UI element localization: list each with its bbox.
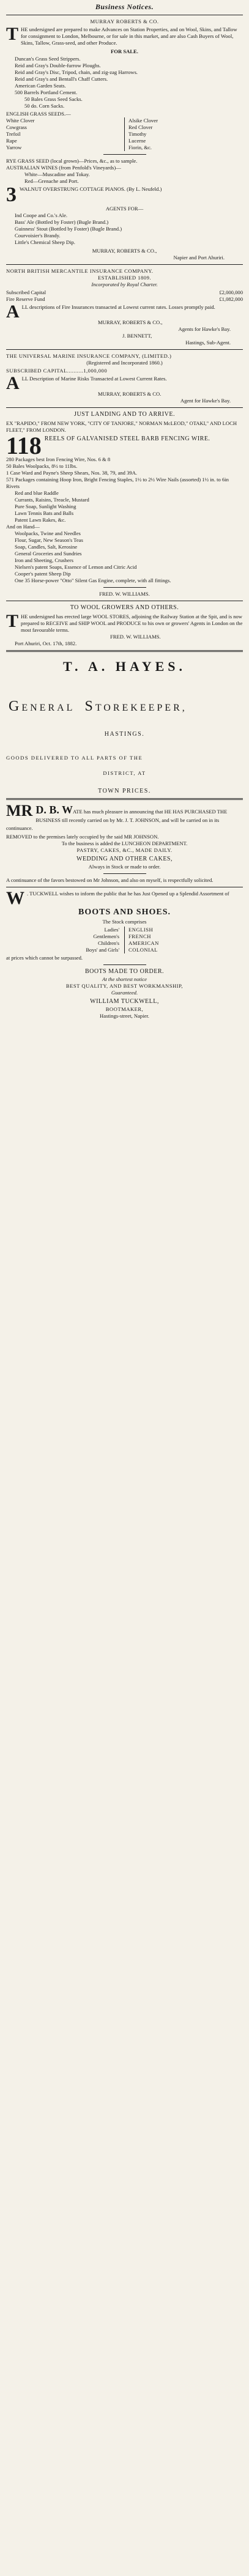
stock-item: Ladies': [104, 927, 119, 933]
wedding-line: WEDDING AND OTHER CAKES,: [76, 855, 173, 862]
wine-item: Red—Grenache and Port.: [24, 178, 79, 185]
spacer: [6, 719, 243, 731]
signature: MURRAY, ROBERTS & CO.,: [92, 248, 157, 254]
agent-item: Courvoisier's Brandy.: [15, 232, 61, 239]
grass-item: Trefoil: [6, 131, 21, 138]
divider: [6, 349, 243, 350]
notice-line: At the shortest notice: [102, 976, 147, 983]
import-item: Red and blue Raddle: [15, 490, 59, 497]
grass-right-col: [125, 117, 243, 151]
guaranteed-line: Guaranteed.: [111, 990, 138, 996]
stock-item: ENGLISH: [128, 927, 154, 933]
insurance-text: LL descriptions of Fire Insurances transacted at Lowest current rates. Losses promptly paid.: [21, 304, 215, 311]
divider: [103, 964, 146, 965]
wool-paragraph: [6, 610, 243, 634]
capital-table: [6, 289, 243, 303]
mr-prefix: MR: [6, 802, 33, 820]
marine-text: LL Description of Marine Risks Transacted at Lowest Current Rates.: [21, 376, 167, 382]
initials: D. B. W: [35, 804, 73, 816]
wool-text: HE undersigned has erected large WOOL STORES, adjoining the Railway Station at the Spit, and is now prepared to RECEIVE and SHIP WOOL and PRODUCE to his own or growers' Agents in London on the most favourable terms.: [21, 613, 243, 633]
signature-date: Port Ahuriri, Oct. 17th, 1882.: [15, 640, 77, 646]
signature: J. BENNETT,: [122, 333, 152, 339]
wate-advert: [6, 803, 243, 883]
signature-place: Agents for Hawke's Bay.: [178, 326, 231, 333]
import-item: 50 Bales Woolpacks, 8½ to 11lbs.: [6, 463, 78, 470]
grass-item: Red Clover: [128, 124, 153, 131]
town-name: HASTINGS.: [104, 730, 145, 738]
williams-import-advert: [6, 411, 243, 598]
initial-g: G: [9, 698, 22, 715]
spacer: [6, 678, 243, 690]
firm-name: MURRAY ROBERTS & CO.: [90, 18, 159, 25]
import-item: Cooper's patent Sheep Dip: [15, 571, 71, 577]
drop-cap: T: [6, 24, 19, 45]
import-item: Lawn Tennis Bats and Balls: [15, 510, 74, 517]
capital-line: SUBSCRIBED CAPITAL..........1,000,000: [6, 368, 108, 374]
drop-cap: T: [6, 610, 19, 631]
agents-heading: AGENTS FOR—: [105, 205, 144, 212]
stock-heading: The Stock comprises: [102, 919, 147, 925]
bootmaker-title: BOOTMAKER,: [105, 1006, 144, 1013]
luncheon-line: To the business is added the LUNCHEON DEPARTMENT.: [61, 840, 188, 846]
divider: [103, 873, 146, 874]
import-item: Flour, Sugar, New Season's Teas: [15, 537, 83, 544]
initial-s: S: [84, 698, 95, 715]
wines-heading: AUSTRALIAN WINES (from Penfold's Vineyards)—: [6, 165, 121, 171]
import-item: Iron and Sheeting, Crushers: [15, 557, 73, 564]
grass-item: Fiorin, &c.: [128, 144, 152, 151]
import-item: Pure Soap, Sunlight Washing: [15, 503, 76, 510]
stock-item: FRENCH: [128, 933, 151, 940]
registered-line: (Registered and Incorporated 1860.): [86, 360, 163, 366]
wine-item: White—Muscadine and Tokay.: [24, 171, 90, 178]
pianos-number: 3: [6, 183, 17, 207]
import-item: Patent Lawn Rakes, &c.: [15, 517, 66, 524]
boots-heading: BOOTS AND SHOES.: [78, 907, 171, 917]
on-hand-heading: And on Hand—: [6, 524, 40, 530]
signature-place: Napier and Port Ahuriri.: [173, 254, 225, 261]
divider: [6, 264, 243, 265]
import-item: Nielsen's patent Soaps, Essence of Lemon and Citric Acid: [15, 564, 137, 571]
signature: FRED. W. WILLIAMS.: [110, 633, 161, 640]
spacer: [6, 761, 243, 770]
grass-item: Timothy: [128, 131, 147, 138]
pianos-text: WALNUT OVERSTRUNG COTTAGE PIANOS. (By L. Neufeld.): [20, 186, 162, 193]
signature-place: Hastings, Sub-Agent.: [185, 339, 231, 346]
general-word: ENERAL: [21, 703, 75, 714]
rye-grass-line: RYE GRASS SEED (local grown)—Prices, &c., as to sample.: [6, 158, 138, 165]
drop-cap: A: [6, 302, 20, 322]
continuance-line: A continuance of the favors bestowed on Mr Johnson, and also on myself, is respectfully solicited.: [6, 876, 214, 883]
advances-paragraph: [6, 26, 243, 46]
import-item: 280 Packages best Iron Fencing Wire, Nos. 6 & 8: [6, 456, 111, 463]
reels-text: REELS OF GALVANISED STEEL BARB FENCING WIRE.: [44, 435, 210, 443]
hayes-advert: [6, 658, 243, 795]
sale-item: American Garden Seats.: [15, 83, 66, 89]
divider: [6, 407, 243, 408]
stock-left-col: [6, 927, 125, 953]
sale-item: 50 Bales Grass Seed Sacks.: [24, 96, 83, 103]
grass-item: Lucerne: [128, 138, 146, 144]
signature-place: Agent for Hawke's Bay.: [180, 398, 231, 404]
universal-marine-advert: [6, 353, 243, 404]
announcement-text: ATE has much pleasure in announcing that HE HAS PURCHASED THE BUSINESS till recently carried on by Mr. J. T. JOHNSON, and will be carried on in its continuance.: [6, 809, 228, 831]
grass-seeds-table: [6, 117, 243, 151]
ships-line: EX "RAPIDO," FROM NEW YORK, "CITY OF TANJORE," NORMAN McLEOD," OTAKI," AND LOCH FLEET," FROM LONDON.: [6, 420, 237, 434]
removed-line: REMOVED to the premises lately occupied by the said MR JOHNSON.: [6, 833, 159, 840]
stock-table: [6, 927, 243, 953]
sale-item: Duncan's Grass Seed Strippers.: [15, 56, 81, 62]
sale-item: 500 Barrels Portland Cement.: [15, 89, 78, 96]
divider: [6, 650, 243, 652]
stock-item: COLONIAL: [128, 947, 158, 953]
storekeeper-heading: [6, 697, 243, 716]
for-sale-heading: FOR SALE.: [111, 48, 138, 55]
intro-text: . TUCKWELL wishes to inform the public that he has Just Opened up a Splendid Assortment of: [27, 890, 229, 897]
spacer: [6, 739, 243, 755]
import-item: General Groceries and Sundries: [15, 550, 82, 557]
sale-item: Reid and Gray's and Bentall's Chaff Cutters.: [15, 76, 108, 83]
divider: [103, 154, 146, 155]
wool-heading: TO WOOL GROWERS AND OTHERS.: [70, 604, 179, 612]
stock-item: Gentlemen's: [93, 933, 119, 940]
boots-order-advert: [6, 968, 243, 1020]
stock-item: Children's: [98, 940, 119, 947]
drop-cap: A: [6, 373, 20, 394]
quality-line: BEST QUALITY, AND BEST WORKMANSHIP,: [65, 983, 184, 990]
agent-item: Guinness' Stout (Bottled by Foster) (Bugle Brand.): [15, 226, 122, 232]
prices-line: TOWN PRICES.: [98, 787, 151, 794]
grass-item: Alsike Clover: [128, 117, 158, 124]
grass-left-col: [6, 117, 125, 151]
tuckwell-intro: [6, 887, 243, 908]
capital-label: Subscribed Capital: [6, 289, 46, 296]
stock-line: Always in Stock or made to order.: [88, 863, 161, 870]
sale-item: 50 do. Corn Sacks.: [24, 103, 65, 109]
delivery-line: GOODS DELIVERED TO ALL PARTS OF THE: [6, 754, 143, 761]
tuckwell-advert: [6, 887, 243, 962]
district-line: DISTRICT, AT: [103, 769, 146, 776]
company-title: NORTH BRITISH MERCANTILE INSURANCE COMPANY.: [6, 268, 154, 275]
agent-item: Little's Chemical Sheep Dip.: [15, 239, 75, 246]
stock-item: Boys' and Girls': [86, 947, 119, 953]
company-title: THE UNIVERSAL MARINE INSURANCE COMPANY, (LIMITED.): [6, 353, 172, 360]
signature: MURRAY, ROBERTS & CO.: [98, 391, 162, 398]
grass-item: Cowgrass: [6, 124, 27, 131]
storekeeper-word: TOREKEEPER,: [95, 703, 187, 714]
north-british-advert: [6, 268, 243, 346]
grass-item: White Clover: [6, 117, 35, 124]
grass-item: Rape: [6, 138, 17, 144]
pianos-line: [6, 183, 243, 207]
merchant-name: T. A. HAYES.: [63, 658, 186, 674]
landing-heading: JUST LANDING AND TO ARRIVE.: [74, 411, 175, 418]
reserve-label: Fire Reserve Fund: [6, 296, 45, 303]
signature: FRED. W. WILLIAMS.: [99, 591, 150, 598]
prices-line: at prices which cannot be surpassed.: [6, 955, 83, 961]
sale-item: Reid and Gray's Disc, Tripod, chain, and zig-zag Harrows.: [15, 69, 138, 76]
import-item: One 35 Horse-power "Otto" Silent Gas Engine, complete, with all fittings.: [15, 577, 171, 584]
divider: [103, 587, 146, 588]
insurance-paragraph: [6, 302, 243, 322]
pastry-line: PASTRY, CAKES, &C., MADE DAILY.: [76, 846, 173, 853]
marine-paragraph: [6, 373, 243, 394]
order-heading: BOOTS MADE TO ORDER.: [84, 968, 165, 975]
wate-announcement: [6, 803, 243, 832]
murray-roberts-advert: [6, 18, 243, 261]
stock-right-col: [125, 927, 243, 953]
import-item: Soap, Candles, Salt, Kerosine: [15, 544, 78, 550]
bootmaker-address: Hastings-street, Napier.: [100, 1013, 149, 1020]
import-item: 571 Packages containing Hoop Iron, Bright Fencing Staples, 1½ to 2½ Wire Nails (assorted) 1½ in. to 6in Rivets: [6, 476, 229, 490]
section-header: Business Notices.: [95, 2, 154, 11]
signature: MURRAY, ROBERTS & CO.,: [98, 319, 163, 326]
spacer: [6, 777, 243, 788]
grass-item: Yarrow: [6, 144, 22, 151]
bootmaker-name: WILLIAM TUCKWELL,: [90, 998, 159, 1005]
drop-cap: W: [6, 887, 24, 908]
sale-item: Reid and Gray's Double-furrow Ploughs.: [15, 62, 101, 69]
capital-value: £2,000,000: [219, 289, 243, 296]
import-item: 1 Case Ward and Payne's Sheep Shears, Nos. 38, 79, and 39A.: [6, 470, 138, 476]
import-item: Currants, Raisins, Treacle, Mustard: [15, 497, 89, 503]
divider: [6, 798, 243, 800]
established-line: ESTABLISHED 1809.: [97, 275, 152, 281]
incorporated-line: Incorporated by Royal Charter.: [91, 281, 158, 288]
stock-item: AMERICAN: [128, 940, 159, 947]
reserve-value: £1,082,000: [219, 296, 243, 303]
agent-item: Ind Coope and Co.'s Ale.: [15, 212, 68, 219]
grass-seeds-heading: ENGLISH GRASS SEEDS.—: [6, 111, 71, 117]
import-item: Woolpacks, Twine and Needles: [15, 530, 81, 537]
agent-item: Bass' Ale (Bottled by Foster) (Bugle Brand.): [15, 219, 109, 226]
reels-number: 118: [6, 432, 42, 460]
advances-text: HE undersigned are prepared to make Advances on Station Properties, and on Wool, Skins, and Tallow for consignment to London, Melbourne, or for sale in this market, and are also Cash Buyers of Wool, Skins, Tallow, Grass-seed, and other Produce.: [21, 26, 237, 46]
wool-stores-advert: [6, 604, 243, 647]
